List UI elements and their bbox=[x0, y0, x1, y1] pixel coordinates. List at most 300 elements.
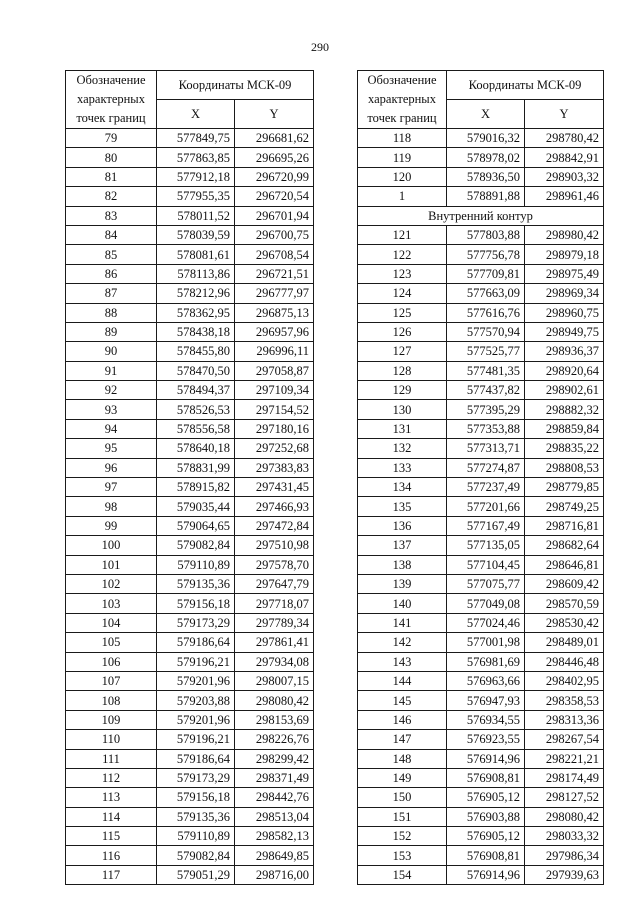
table-row bbox=[358, 187, 604, 206]
x-coordinate-cell: 578113,86 bbox=[157, 264, 235, 283]
point-id-cell: 152 bbox=[358, 827, 447, 846]
x-coordinate-cell: 577395,29 bbox=[447, 400, 525, 419]
table-row bbox=[66, 671, 314, 690]
y-coordinate-cell: 296695,26 bbox=[235, 148, 314, 167]
point-id-cell: 118 bbox=[358, 129, 447, 148]
x-coordinate-cell: 576947,93 bbox=[447, 691, 525, 710]
x-coordinate-cell: 576914,96 bbox=[447, 749, 525, 768]
y-coordinate-cell: 298960,75 bbox=[525, 303, 604, 322]
point-id-cell: 88 bbox=[66, 303, 157, 322]
x-coordinate-cell: 579035,44 bbox=[157, 497, 235, 516]
table-row bbox=[66, 865, 314, 884]
x-coordinate-cell: 577024,46 bbox=[447, 613, 525, 632]
y-coordinate-cell: 297934,08 bbox=[235, 652, 314, 671]
table-row bbox=[358, 710, 604, 729]
table-row bbox=[66, 458, 314, 477]
x-coordinate-cell: 578936,50 bbox=[447, 167, 525, 186]
x-coordinate-cell: 578640,18 bbox=[157, 439, 235, 458]
header-point-label: Обозначение характерных точек границ bbox=[358, 71, 447, 129]
table-row bbox=[66, 749, 314, 768]
point-id-cell: 138 bbox=[358, 555, 447, 574]
point-id-cell: 84 bbox=[66, 225, 157, 244]
table-row bbox=[358, 129, 604, 148]
table-row bbox=[358, 574, 604, 593]
y-coordinate-cell: 298221,21 bbox=[525, 749, 604, 768]
x-coordinate-cell: 577570,94 bbox=[447, 322, 525, 341]
y-coordinate-cell: 298080,42 bbox=[525, 807, 604, 826]
x-coordinate-cell: 576905,12 bbox=[447, 788, 525, 807]
x-coordinate-cell: 578831,99 bbox=[157, 458, 235, 477]
point-id-cell: 143 bbox=[358, 652, 447, 671]
x-coordinate-cell: 579110,89 bbox=[157, 827, 235, 846]
x-coordinate-cell: 576905,12 bbox=[447, 827, 525, 846]
y-coordinate-cell: 297252,68 bbox=[235, 439, 314, 458]
x-coordinate-cell: 579186,64 bbox=[157, 633, 235, 652]
y-coordinate-cell: 297986,34 bbox=[525, 846, 604, 865]
x-coordinate-cell: 576908,81 bbox=[447, 846, 525, 865]
x-coordinate-cell: 578455,80 bbox=[157, 342, 235, 361]
y-coordinate-cell: 296720,54 bbox=[235, 187, 314, 206]
x-coordinate-cell: 577756,78 bbox=[447, 245, 525, 264]
header-x: X bbox=[157, 100, 235, 129]
table-body-right bbox=[358, 129, 604, 885]
table-row bbox=[66, 439, 314, 458]
x-coordinate-cell: 577167,49 bbox=[447, 516, 525, 535]
table-row bbox=[358, 225, 604, 244]
point-id-cell: 139 bbox=[358, 574, 447, 593]
x-coordinate-cell: 579201,96 bbox=[157, 671, 235, 690]
x-coordinate-cell: 578212,96 bbox=[157, 284, 235, 303]
y-coordinate-cell: 298442,76 bbox=[235, 788, 314, 807]
table-row bbox=[358, 613, 604, 632]
point-id-cell: 113 bbox=[66, 788, 157, 807]
table-row bbox=[66, 710, 314, 729]
y-coordinate-cell: 298835,22 bbox=[525, 439, 604, 458]
y-coordinate-cell: 298174,49 bbox=[525, 768, 604, 787]
y-coordinate-cell: 298969,34 bbox=[525, 284, 604, 303]
point-id-cell: 132 bbox=[358, 439, 447, 458]
y-coordinate-cell: 296720,99 bbox=[235, 167, 314, 186]
y-coordinate-cell: 298920,64 bbox=[525, 361, 604, 380]
table-row bbox=[358, 478, 604, 497]
coordinates-table-left bbox=[65, 70, 314, 885]
y-coordinate-cell: 298859,84 bbox=[525, 419, 604, 438]
table-row bbox=[66, 652, 314, 671]
y-coordinate-cell: 298127,52 bbox=[525, 788, 604, 807]
y-coordinate-cell: 297154,52 bbox=[235, 400, 314, 419]
y-coordinate-cell: 298313,36 bbox=[525, 710, 604, 729]
y-coordinate-cell: 298980,42 bbox=[525, 225, 604, 244]
point-id-cell: 150 bbox=[358, 788, 447, 807]
x-coordinate-cell: 579201,96 bbox=[157, 710, 235, 729]
x-coordinate-cell: 577049,08 bbox=[447, 594, 525, 613]
x-coordinate-cell: 579186,64 bbox=[157, 749, 235, 768]
point-id-cell: 126 bbox=[358, 322, 447, 341]
y-coordinate-cell: 297647,79 bbox=[235, 574, 314, 593]
point-id-cell: 94 bbox=[66, 419, 157, 438]
point-id-cell: 86 bbox=[66, 264, 157, 283]
point-id-cell: 115 bbox=[66, 827, 157, 846]
y-coordinate-cell: 298570,59 bbox=[525, 594, 604, 613]
table-row bbox=[358, 264, 604, 283]
x-coordinate-cell: 577104,45 bbox=[447, 555, 525, 574]
y-coordinate-cell: 298979,18 bbox=[525, 245, 604, 264]
x-coordinate-cell: 577663,09 bbox=[447, 284, 525, 303]
header-y: Y bbox=[235, 100, 314, 129]
point-id-cell: 123 bbox=[358, 264, 447, 283]
table-row bbox=[358, 245, 604, 264]
table-row bbox=[66, 594, 314, 613]
x-coordinate-cell: 579156,18 bbox=[157, 594, 235, 613]
table-row bbox=[66, 846, 314, 865]
x-coordinate-cell: 579156,18 bbox=[157, 788, 235, 807]
table-row bbox=[358, 827, 604, 846]
y-coordinate-cell: 296708,54 bbox=[235, 245, 314, 264]
table-row bbox=[66, 419, 314, 438]
y-coordinate-cell: 298949,75 bbox=[525, 322, 604, 341]
y-coordinate-cell: 298749,25 bbox=[525, 497, 604, 516]
table-row bbox=[66, 555, 314, 574]
table-row bbox=[358, 594, 604, 613]
y-coordinate-cell: 297472,84 bbox=[235, 516, 314, 535]
x-coordinate-cell: 578438,18 bbox=[157, 322, 235, 341]
point-id-cell: 96 bbox=[66, 458, 157, 477]
x-coordinate-cell: 577135,05 bbox=[447, 536, 525, 555]
page-number: 290 bbox=[311, 40, 329, 54]
y-coordinate-cell: 298779,85 bbox=[525, 478, 604, 497]
y-coordinate-cell: 297058,87 bbox=[235, 361, 314, 380]
x-coordinate-cell: 577849,75 bbox=[157, 129, 235, 148]
table-row bbox=[358, 342, 604, 361]
point-id-cell: 98 bbox=[66, 497, 157, 516]
y-coordinate-cell: 298153,69 bbox=[235, 710, 314, 729]
y-coordinate-cell: 297939,63 bbox=[525, 865, 604, 884]
y-coordinate-cell: 298007,15 bbox=[235, 671, 314, 690]
point-id-cell: 1 bbox=[358, 187, 447, 206]
y-coordinate-cell: 298975,49 bbox=[525, 264, 604, 283]
y-coordinate-cell: 297383,83 bbox=[235, 458, 314, 477]
x-coordinate-cell: 578526,53 bbox=[157, 400, 235, 419]
y-coordinate-cell: 296721,51 bbox=[235, 264, 314, 283]
point-id-cell: 124 bbox=[358, 284, 447, 303]
header-coords-label: Координаты МСК-09 bbox=[447, 71, 604, 100]
y-coordinate-cell: 298582,13 bbox=[235, 827, 314, 846]
x-coordinate-cell: 577525,77 bbox=[447, 342, 525, 361]
point-id-cell: 148 bbox=[358, 749, 447, 768]
point-id-cell: 80 bbox=[66, 148, 157, 167]
x-coordinate-cell: 579016,32 bbox=[447, 129, 525, 148]
y-coordinate-cell: 298842,91 bbox=[525, 148, 604, 167]
x-coordinate-cell: 577313,71 bbox=[447, 439, 525, 458]
coordinates-table-right bbox=[357, 70, 604, 885]
point-id-cell: 140 bbox=[358, 594, 447, 613]
x-coordinate-cell: 579064,65 bbox=[157, 516, 235, 535]
point-id-cell: 130 bbox=[358, 400, 447, 419]
x-coordinate-cell: 577912,18 bbox=[157, 167, 235, 186]
table-row bbox=[358, 458, 604, 477]
table-row bbox=[358, 691, 604, 710]
point-id-cell: 122 bbox=[358, 245, 447, 264]
point-id-cell: 121 bbox=[358, 225, 447, 244]
table-row bbox=[66, 788, 314, 807]
table-row bbox=[358, 671, 604, 690]
table-row bbox=[66, 807, 314, 826]
table-row bbox=[66, 264, 314, 283]
point-id-cell: 116 bbox=[66, 846, 157, 865]
table-row bbox=[66, 206, 314, 225]
y-coordinate-cell: 298882,32 bbox=[525, 400, 604, 419]
point-id-cell: 103 bbox=[66, 594, 157, 613]
section-label: Внутренний контур bbox=[358, 206, 604, 225]
point-id-cell: 108 bbox=[66, 691, 157, 710]
x-coordinate-cell: 579173,29 bbox=[157, 613, 235, 632]
point-id-cell: 110 bbox=[66, 730, 157, 749]
x-coordinate-cell: 576903,88 bbox=[447, 807, 525, 826]
y-coordinate-cell: 298267,54 bbox=[525, 730, 604, 749]
x-coordinate-cell: 577616,76 bbox=[447, 303, 525, 322]
point-id-cell: 141 bbox=[358, 613, 447, 632]
point-id-cell: 117 bbox=[66, 865, 157, 884]
y-coordinate-cell: 297861,41 bbox=[235, 633, 314, 652]
y-coordinate-cell: 296957,96 bbox=[235, 322, 314, 341]
x-coordinate-cell: 579203,88 bbox=[157, 691, 235, 710]
point-id-cell: 104 bbox=[66, 613, 157, 632]
y-coordinate-cell: 297109,34 bbox=[235, 381, 314, 400]
x-coordinate-cell: 579051,29 bbox=[157, 865, 235, 884]
point-id-cell: 97 bbox=[66, 478, 157, 497]
table-row bbox=[358, 303, 604, 322]
point-id-cell: 82 bbox=[66, 187, 157, 206]
table-row bbox=[358, 807, 604, 826]
table-row bbox=[66, 342, 314, 361]
y-coordinate-cell: 297578,70 bbox=[235, 555, 314, 574]
y-coordinate-cell: 296777,97 bbox=[235, 284, 314, 303]
x-coordinate-cell: 577274,87 bbox=[447, 458, 525, 477]
table-row bbox=[358, 788, 604, 807]
y-coordinate-cell: 298936,37 bbox=[525, 342, 604, 361]
x-coordinate-cell: 579110,89 bbox=[157, 555, 235, 574]
x-coordinate-cell: 577955,35 bbox=[157, 187, 235, 206]
y-coordinate-cell: 298226,76 bbox=[235, 730, 314, 749]
table-row bbox=[66, 478, 314, 497]
table-row bbox=[66, 400, 314, 419]
table-row bbox=[66, 129, 314, 148]
x-coordinate-cell: 577803,88 bbox=[447, 225, 525, 244]
y-coordinate-cell: 298446,48 bbox=[525, 652, 604, 671]
point-id-cell: 92 bbox=[66, 381, 157, 400]
table-row bbox=[358, 749, 604, 768]
point-id-cell: 95 bbox=[66, 439, 157, 458]
point-id-cell: 120 bbox=[358, 167, 447, 186]
x-coordinate-cell: 577001,98 bbox=[447, 633, 525, 652]
y-coordinate-cell: 298513,04 bbox=[235, 807, 314, 826]
x-coordinate-cell: 579135,36 bbox=[157, 807, 235, 826]
x-coordinate-cell: 579082,84 bbox=[157, 536, 235, 555]
x-coordinate-cell: 577709,81 bbox=[447, 264, 525, 283]
table-row bbox=[358, 322, 604, 341]
point-id-cell: 90 bbox=[66, 342, 157, 361]
y-coordinate-cell: 297718,07 bbox=[235, 594, 314, 613]
x-coordinate-cell: 578039,59 bbox=[157, 225, 235, 244]
table-row bbox=[66, 516, 314, 535]
table-row bbox=[358, 400, 604, 419]
point-id-cell: 144 bbox=[358, 671, 447, 690]
x-coordinate-cell: 578556,58 bbox=[157, 419, 235, 438]
x-coordinate-cell: 577481,35 bbox=[447, 361, 525, 380]
point-id-cell: 99 bbox=[66, 516, 157, 535]
x-coordinate-cell: 578978,02 bbox=[447, 148, 525, 167]
table-row bbox=[66, 361, 314, 380]
y-coordinate-cell: 298716,81 bbox=[525, 516, 604, 535]
point-id-cell: 105 bbox=[66, 633, 157, 652]
table-row bbox=[66, 225, 314, 244]
table-row bbox=[358, 846, 604, 865]
table-row bbox=[358, 536, 604, 555]
point-id-cell: 119 bbox=[358, 148, 447, 167]
y-coordinate-cell: 298371,49 bbox=[235, 768, 314, 787]
x-coordinate-cell: 579082,84 bbox=[157, 846, 235, 865]
point-id-cell: 91 bbox=[66, 361, 157, 380]
x-coordinate-cell: 578915,82 bbox=[157, 478, 235, 497]
point-id-cell: 134 bbox=[358, 478, 447, 497]
point-id-cell: 131 bbox=[358, 419, 447, 438]
table-row bbox=[66, 691, 314, 710]
header-y: Y bbox=[525, 100, 604, 129]
point-id-cell: 127 bbox=[358, 342, 447, 361]
y-coordinate-cell: 297510,98 bbox=[235, 536, 314, 555]
point-id-cell: 100 bbox=[66, 536, 157, 555]
table-row bbox=[358, 381, 604, 400]
y-coordinate-cell: 298358,53 bbox=[525, 691, 604, 710]
y-coordinate-cell: 298716,00 bbox=[235, 865, 314, 884]
point-id-cell: 81 bbox=[66, 167, 157, 186]
table-row bbox=[358, 633, 604, 652]
y-coordinate-cell: 298649,85 bbox=[235, 846, 314, 865]
x-coordinate-cell: 577863,85 bbox=[157, 148, 235, 167]
x-coordinate-cell: 578470,50 bbox=[157, 361, 235, 380]
x-coordinate-cell: 579173,29 bbox=[157, 768, 235, 787]
table-row bbox=[358, 497, 604, 516]
point-id-cell: 112 bbox=[66, 768, 157, 787]
y-coordinate-cell: 298299,42 bbox=[235, 749, 314, 768]
y-coordinate-cell: 298530,42 bbox=[525, 613, 604, 632]
point-id-cell: 79 bbox=[66, 129, 157, 148]
table-row bbox=[66, 148, 314, 167]
x-coordinate-cell: 576963,66 bbox=[447, 671, 525, 690]
table-row bbox=[66, 497, 314, 516]
table-row bbox=[66, 187, 314, 206]
point-id-cell: 111 bbox=[66, 749, 157, 768]
x-coordinate-cell: 579135,36 bbox=[157, 574, 235, 593]
point-id-cell: 135 bbox=[358, 497, 447, 516]
table-row bbox=[358, 652, 604, 671]
x-coordinate-cell: 577075,77 bbox=[447, 574, 525, 593]
point-id-cell: 114 bbox=[66, 807, 157, 826]
table-row bbox=[66, 730, 314, 749]
point-id-cell: 125 bbox=[358, 303, 447, 322]
table-row bbox=[358, 865, 604, 884]
y-coordinate-cell: 296875,13 bbox=[235, 303, 314, 322]
table-row bbox=[66, 574, 314, 593]
table-row bbox=[66, 633, 314, 652]
table-row bbox=[66, 768, 314, 787]
point-id-cell: 83 bbox=[66, 206, 157, 225]
point-id-cell: 142 bbox=[358, 633, 447, 652]
point-id-cell: 153 bbox=[358, 846, 447, 865]
x-coordinate-cell: 579196,21 bbox=[157, 730, 235, 749]
table-row bbox=[66, 167, 314, 186]
x-coordinate-cell: 578362,95 bbox=[157, 303, 235, 322]
point-id-cell: 128 bbox=[358, 361, 447, 380]
y-coordinate-cell: 298489,01 bbox=[525, 633, 604, 652]
table-row bbox=[358, 284, 604, 303]
y-coordinate-cell: 298682,64 bbox=[525, 536, 604, 555]
y-coordinate-cell: 296681,62 bbox=[235, 129, 314, 148]
y-coordinate-cell: 297466,93 bbox=[235, 497, 314, 516]
x-coordinate-cell: 577353,88 bbox=[447, 419, 525, 438]
table-row bbox=[358, 768, 604, 787]
y-coordinate-cell: 297789,34 bbox=[235, 613, 314, 632]
x-coordinate-cell: 576934,55 bbox=[447, 710, 525, 729]
x-coordinate-cell: 576981,69 bbox=[447, 652, 525, 671]
y-coordinate-cell: 298961,46 bbox=[525, 187, 604, 206]
y-coordinate-cell: 297180,16 bbox=[235, 419, 314, 438]
point-id-cell: 129 bbox=[358, 381, 447, 400]
table-row bbox=[66, 613, 314, 632]
y-coordinate-cell: 298646,81 bbox=[525, 555, 604, 574]
header-point-label: Обозначение характерных точек границ bbox=[66, 71, 157, 129]
header-coords-label: Координаты МСК-09 bbox=[157, 71, 314, 100]
y-coordinate-cell: 298808,53 bbox=[525, 458, 604, 477]
point-id-cell: 85 bbox=[66, 245, 157, 264]
table-row bbox=[66, 284, 314, 303]
table-row bbox=[66, 827, 314, 846]
x-coordinate-cell: 578891,88 bbox=[447, 187, 525, 206]
x-coordinate-cell: 577201,66 bbox=[447, 497, 525, 516]
x-coordinate-cell: 578011,52 bbox=[157, 206, 235, 225]
y-coordinate-cell: 296996,11 bbox=[235, 342, 314, 361]
y-coordinate-cell: 296701,94 bbox=[235, 206, 314, 225]
table-row bbox=[358, 148, 604, 167]
point-id-cell: 133 bbox=[358, 458, 447, 477]
table-row bbox=[66, 245, 314, 264]
point-id-cell: 145 bbox=[358, 691, 447, 710]
point-id-cell: 89 bbox=[66, 322, 157, 341]
table-row bbox=[358, 439, 604, 458]
x-coordinate-cell: 578081,61 bbox=[157, 245, 235, 264]
y-coordinate-cell: 296700,75 bbox=[235, 225, 314, 244]
y-coordinate-cell: 298780,42 bbox=[525, 129, 604, 148]
point-id-cell: 109 bbox=[66, 710, 157, 729]
point-id-cell: 147 bbox=[358, 730, 447, 749]
y-coordinate-cell: 298402,95 bbox=[525, 671, 604, 690]
table-row bbox=[358, 361, 604, 380]
section-row bbox=[358, 206, 604, 225]
point-id-cell: 149 bbox=[358, 768, 447, 787]
table-body-left bbox=[66, 129, 314, 885]
point-id-cell: 146 bbox=[358, 710, 447, 729]
table-row bbox=[66, 322, 314, 341]
point-id-cell: 154 bbox=[358, 865, 447, 884]
y-coordinate-cell: 298902,61 bbox=[525, 381, 604, 400]
x-coordinate-cell: 577237,49 bbox=[447, 478, 525, 497]
table-row bbox=[358, 167, 604, 186]
y-coordinate-cell: 297431,45 bbox=[235, 478, 314, 497]
table-row bbox=[66, 381, 314, 400]
point-id-cell: 101 bbox=[66, 555, 157, 574]
x-coordinate-cell: 579196,21 bbox=[157, 652, 235, 671]
table-row bbox=[358, 730, 604, 749]
